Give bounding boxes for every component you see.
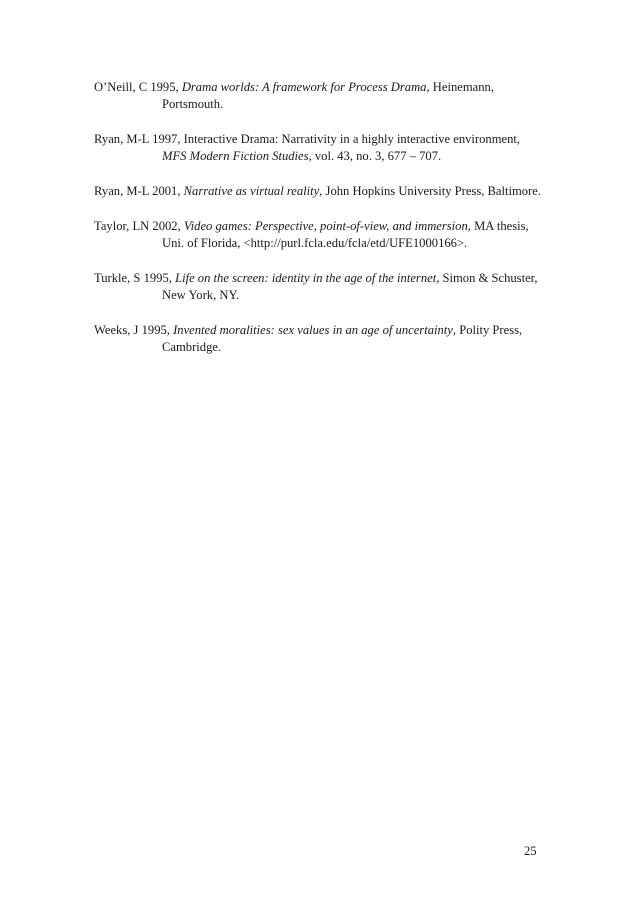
- reference-author-year: Taylor, LN 2002,: [94, 219, 184, 233]
- reference-title: Video games: Perspective, point-of-view, and immersion: [183, 219, 468, 233]
- reference-details: , Polity Press, Cambridge.: [162, 323, 523, 354]
- reference-entry: [94, 322, 544, 356]
- reference-list: [94, 79, 544, 374]
- reference-author-year: O’Neill, C 1995,: [94, 80, 182, 94]
- reference-title: Narrative as virtual reality: [183, 184, 320, 198]
- reference-details: , MA thesis, Uni. of Florida, <http://purl.fcla.edu/fcla/etd/UFE1000166>.: [162, 219, 529, 250]
- reference-details: , Heinemann, Portsmouth.: [162, 80, 494, 111]
- reference-title: MFS Modern Fiction Studies: [162, 149, 309, 163]
- reference-entry: [94, 183, 544, 200]
- reference-details: , vol. 43, no. 3, 677 – 707.: [308, 149, 442, 163]
- reference-author-year: Weeks, J 1995,: [94, 323, 174, 337]
- reference-author-year: Turkle, S 1995,: [94, 271, 176, 285]
- page-number: 25: [524, 844, 537, 858]
- reference-author-year: Ryan, M-L 2001,: [94, 184, 184, 198]
- reference-title: Drama worlds: A framework for Process Drama: [181, 80, 427, 94]
- reference-title: Life on the screen: identity in the age of the internet: [175, 271, 437, 285]
- reference-title: Invented moralities: sex values in an age of uncertainty: [173, 323, 453, 337]
- reference-details: , Simon & Schuster, New York, NY.: [162, 271, 538, 302]
- reference-entry: [94, 218, 544, 252]
- reference-entry: [94, 131, 544, 165]
- reference-entry: [94, 79, 544, 113]
- reference-details: , John Hopkins University Press, Baltimore.: [319, 184, 542, 198]
- reference-entry: [94, 270, 544, 304]
- reference-author-year: Ryan, M-L 1997, Interactive Drama: Narrativity in a highly interactive environment,: [94, 132, 521, 146]
